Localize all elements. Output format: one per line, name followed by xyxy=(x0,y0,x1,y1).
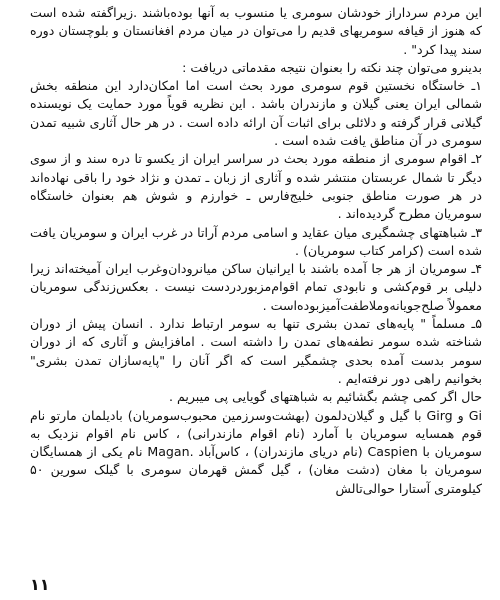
paragraph-similarities-list: Gi و Girg با گیل و گیلان‌دلمون (بهشت‌وسرزمین محبوب‌سومریان) بادیلمان مارتو نام قوم همسایه سومریان با آمارد (نام اقوام مازندرانی) ، کاس نام اقوام نزدیک به سومریان با Caspien (نام دریای مازندران) ، کاس‌آباد .Magan نام یکی از همسایگان سومریان با مغان (دشت مغان) ، گیل گمش قهرمان سومری با گیلک سورین ۵۰ کیلومتری آستارا حوالی‌تالش xyxy=(30,407,483,496)
body-text xyxy=(30,4,482,498)
paragraph-similarities-intro: حال اگر کمی چشم بگشائیم به شباهتهای گویایی پی میبریم . xyxy=(168,389,482,405)
paragraph-point-5: ۵ـ مسلماً " پایه‌های تمدن بشری تنها به سومر ارتباط ندارد . انسان پیش از دوران شناخته شده سومر نطفه‌های تمدن را داشته است . امافزایش و آثاری که از دوران سومر بدست آمده بحدی چشمگیر است که اگر آنان را "پایه‌سازان تمدن بشری" بخوانیم راهی دور نرفته‌ایم . xyxy=(30,316,482,386)
paragraph-conclusions-heading: بدینرو می‌توان چند نکته را بعنوان نتیجه مقدماتی دریافت : xyxy=(182,59,482,75)
paragraph-point-4: ۴ـ سومریان از هر جا آمده باشند با ایرانیان ساکن میانرودان‌وغرب ایران آمیخته‌اند زیرا دلیلی بر قوم‌کشی و نابودی تمام اقوام‌مزبوردردست نیست . بعکس‌زندگی سومریان معمولاً صلح‌جویانه‌وملاطفت‌آمیزبوده‌است . xyxy=(30,261,482,313)
paragraph-intro: این مردم سرداراز خودشان سومری یا منسوب به آنها بوده‌باشند .زیراگفته شده است که هنوز از قیافه سومریهای قدیم را می‌توان در میان مردم افغانستان و بلوچستان دوره سند پیدا کرد" . xyxy=(30,5,482,57)
paragraph-point-1: ۱ـ خاستگاه نخستین قوم سومری مورد بحث است اما امکان‌دارد این منطقه بخش شمالی ایران یعنی گیلان و مازندران باشد . این نظریه قویاً مورد حمایت یک نویسنده گیلانی قرار گرفته و دلائلی برای اثبات آن ارائه داده است . در هر حال آثاری شبیه تمدن سومری در آن مناطق یافت شده است . xyxy=(30,78,482,149)
paragraph-point-3: ۳ـ شباهتهای چشمگیری میان عقاید و اسامی مردم آراتا در غرب ایران و سومریان یافت شده است (کرامر کتاب سومریان) . xyxy=(30,224,482,258)
paragraph-point-2: ۲ـ اقوام سومری از منطقه مورد بحث در سراسر ایران از یکسو تا دره سند و از سوی دیگر تا شمال عربستان منتشر شده و آثاری از زبان ـ تمدن و نژاد خود را باقی نهاده‌اند در هر صورت مناطق جنوبی خلیج‌فارس ـ خوارزم و شوش هم بعنوان خاستگاه سومریان مطرح گردیده‌اند . xyxy=(30,151,482,222)
page-number: ۱۱ xyxy=(30,575,50,594)
